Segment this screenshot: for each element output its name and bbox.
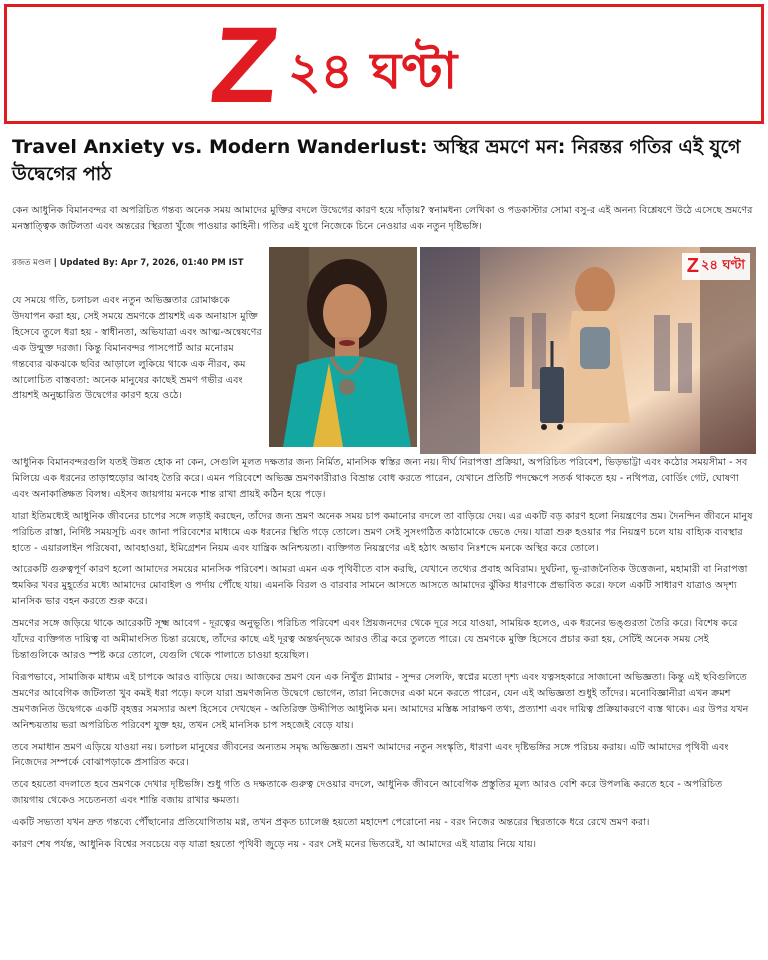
travel-photo (420, 247, 756, 454)
byline (12, 256, 262, 270)
photo-logo-letter: Z (686, 255, 699, 277)
article-summary: কেন আধুনিক বিমানবন্দর বা অপরিচিত গন্তব্য অনেক সময় আমাদের মুক্তির বদলে উদ্বেগের কারণ হয়ে দাঁড়ায়? স্বনামধন্য লেখিকা ও পডকাস্টার সোমা বসু-র এই অনন্য বিশ্লেষণে উঠে এসেছে ভ্রমণের মনস্তাত্ত্বিক জটিলতা এবং অন্তরের স্থিরতা খুঁজে পাওয়ার কাহিনী। গতির এই যুগে নিজেকে চিনে নেওয়ার এক নতুন দৃষ্টিভঙ্গি। (12, 205, 753, 232)
body-paragraph: কারণ শেষ পর্যন্ত, আধুনিক বিশ্বের সবচেয়ে বড় যাত্রা হয়তো পৃথিবী জুড়ে নয় - বরং সেই মনের ভিতরেই, যা আমাদের এই যাত্রায় নিয়ে যায়। (12, 839, 537, 851)
body-paragraph: বিরূপভাবে, সামাজিক মাধ্যম এই চাপকে আরও বাড়িয়ে দেয়। আজকের ভ্রমণ যেন এক নিখুঁত গ্ল্যামার - সুন্দর সেলফি, স্বপ্নের মতো দৃশ্য এবং যত্নসহকারে সাজানো অভিজ্ঞতা। কিন্তু এই ছবিগুলিতে ভ্রমণের আবেগিক জটিলতা খুব কমই ধরা পড়ে। ফলে যারা ভ্রমণজনিত উদ্বেগে ভোগেন, তারা নিজেদের একা মনে করতে পারেন, যেন এই অভিজ্ঞতা শুধুই তাঁদের। মনোবিজ্ঞানীরা এখন ক্রমশ ভ্রমণজনিত উদ্বেগকে একটি বৃহত্তর সমস্যার অংশ হিসেবে দেখছেন - অতিরিক্ত উদ্দীপিত আধুনিক মন। আমাদের মস্তিষ্ক সারাক্ষণ তথ্য, প্রত্যাশা এবং দায়িত্ব প্রক্রিয়াকরণে ব্যস্ত থাকে। এর উপর যখন অনিশ্চয়তায় ভরা অপরিচিত পরিবেশ যুক্ত হয়, তখন সেই মানসিক চাপ সহজেই বেড়ে যায়। (12, 671, 749, 731)
body-paragraph: তবে সমাধান ভ্রমণ এড়িয়ে যাওয়া নয়। চলাচল মানুষের জীবনের অন্যতম সমৃদ্ধ অভিজ্ঞতা। ভ্রমণ আমাদের নতুন সংস্কৃতি, ধারণা এবং দৃষ্টিভঙ্গির সঙ্গে পরিচয় করায়। এটি আমাদের পৃথিবী এবং নিজেদের সম্পর্কে বোঝাপড়াকে প্রসারিত করে। (12, 741, 729, 769)
author-photo-illustration (269, 247, 417, 447)
intro-paragraph: যে সময়ে গতি, চলাচল এবং নতুন অভিজ্ঞতার রোমাঞ্চকে উদযাপন করা হয়, সেই সময়ে ভ্রমণকে প্রায়শই এক অনায়াস মুক্তি হিসেবে তুলে ধরা হয় - স্বাধীনতা, অভিযাত্রা এবং আত্ম-অন্বেষণের এক উন্মুক্ত দরজা। কিন্তু বিমানবন্দর পাসপোর্ট আর মনোরম গন্তব্যের ঝকঝকে ছবির আড়ালে লুকিয়ে থাকে এক নীরব, কম আলোচিত বাস্তবতা: অনেক মানুষের কাছেই ভ্রমণ গভীর এবং প্রায়শই অনুচ্চারিত উদ্বেগের কারণ হয়ে ওঠে। (12, 295, 262, 402)
author-name[interactable]: রজত মণ্ডল (12, 257, 52, 267)
logo-letter: Z (205, 4, 281, 125)
body-paragraph: যারা ইতিমধ্যেই আধুনিক জীবনের চাপের সঙ্গে লড়াই করছেন, তাঁদের জন্য ভ্রমণ অনেক সময় চাপ কমানোর বদলে তা বাড়িয়ে দেয়। এর একটি বড় কারণ হলো নিয়ন্ত্রণের ভ্রম। দৈনন্দিন জীবনে মানুষ পরিচিত রাস্তা, নির্দিষ্ট সময়সূচি এবং জানা পরিবেশের মাধ্যমে এক ধরনের স্থিতি গড়ে তোলে। ভ্রমণ সেই সুসংগঠিত কাঠামোকে ভেঙে দেয়। যাত্রা শুরু হওয়ার পর নিয়ন্ত্রণ চলে যায় বাহ্যিক ব্যবস্থার হাতে - এয়ারলাইন পরিষেবা, আবহাওয়া, ইমিগ্রেশন নিয়ম এবং যান্ত্রিক অনিশ্চয়তা। ব্যক্তিগত নিয়ন্ত্রণের এই হঠাৎ অভাব নিঃশব্দে মনকে অস্থির করে তোলে। (12, 510, 753, 554)
masthead (4, 4, 764, 124)
article-headline: Travel Anxiety vs. Modern Wanderlust: অস্থির ভ্রমণে মন: নিরন্তর গতির এই যুগে উদ্বেগের পাঠ (12, 136, 741, 185)
photo-watermark-logo (682, 253, 750, 280)
updated-timestamp: | Updated By: Apr 7, 2026, 01:40 PM IST (53, 257, 244, 267)
article-body (12, 455, 756, 859)
body-paragraph: একটি সভ্যতা যখন দ্রুত গন্তব্যে পৌঁছানোর প্রতিযোগিতায় মগ্ন, তখন প্রকৃত চ্যালেঞ্জ হয়তো মহাদেশ পেরোনো নয় - বরং নিজের অন্তরের স্থিরতাকে ধরে রেখে ভ্রমণ করা। (12, 817, 650, 829)
body-paragraph: আরেকটি গুরুত্বপূর্ণ কারণ হলো আমাদের সময়ের মানসিক পরিবেশ। আমরা এমন এক পৃথিবীতে বাস করছি, যেখানে তথ্যের প্রবাহ অবিরাম। দুর্ঘটনা, ভূ-রাজনৈতিক উত্তেজনা, মহামারী বা নিরাপত্তা হুমকির খবর মুহূর্তের মধ্যে আমাদের মোবাইল ও পর্দায় পৌঁছে যায়। এমনকি বিরল ও বারবার সামনে আসতে আসতে আমাদের ঝুঁকির ধারণাকে প্রভাবিত করে। ফলে একটি সাধারণ যাত্রাও অদৃশ্য মানসিক ভার বহন করতে শুরু করে। (12, 564, 748, 608)
body-paragraph: আধুনিক বিমানবন্দরগুলি যতই উন্নত হোক না কেন, সেগুলি মূলত দক্ষতার জন্য নির্মিত, মানসিক স্বস্তির জন্য নয়। দীর্ঘ নিরাপত্তা প্রক্রিয়া, অপরিচিত পরিবেশ, ভিড়ভাট্টা এবং কঠোর সময়সীমা - সব মিলিয়ে এক ধরনের তাড়াহুড়োর আবহ তৈরি করে। এমন পরিবেশে অভিজ্ঞ ভ্রমণকারীরাও বিভ্রান্ত বোধ করতে পারেন, যেখানে প্রতিটি পদক্ষেপে সতর্ক থাকতে হয় - নথিপত্র, বোর্ডিং গেট, ঘোষণা এবং অনাকাঙ্ক্ষিত বিলম্ব। এইসব জায়গায় মনকে শান্ত রাখা প্রায়ই কঠিন হয়ে পড়ে। (12, 457, 748, 500)
author-photo (269, 247, 417, 447)
logo-text: ২৪ ঘণ্টা (287, 42, 458, 100)
site-logo[interactable] (205, 4, 458, 125)
body-paragraph: ভ্রমণের সঙ্গে জড়িয়ে থাকে আরেকটি সূক্ষ্ম আবেগ - দূরত্বের অনুভূতি। পরিচিত পরিবেশ এবং প্রিয়জনদের থেকে দূরে সরে যাওয়া, সাময়িক হলেও, এক ধরনের ভঙ্গুরতা তৈরি করে। বিশেষ করে যাঁদের ব্যক্তিগত দায়িত্ব বা অমীমাংসিত চিন্তা রয়েছে, তাঁদের কাছে এই দূরত্ব অন্তর্দ্বন্দ্বকে আরও তীব্র করে তুলতে পারে। যে ভ্রমণকে মুক্তি হিসেবে প্রচার করা হয়, সেটিই অনেক সময় সেই চিন্তাগুলিকে আরও স্পষ্ট করে তোলে, যেগুলি থেকে পালাতে চাওয়া হয়েছিল। (12, 618, 738, 661)
body-paragraph: তবে হয়তো বদলাতে হবে ভ্রমণকে দেখার দৃষ্টিভঙ্গি। শুধু গতি ও দক্ষতাকে গুরুত্ব দেওয়ার বদলে, আধুনিক জীবনে আবেগিক প্রস্তুতির মূল্য আরও বেশি করে উপলব্ধি করতে হবে - অপরিচিত জায়গায় থেকেও সচেতনতা এবং শান্তি বজায় রাখার ক্ষমতা। (12, 779, 723, 807)
photo-logo-text: ২৪ ঘণ্টা (701, 258, 745, 273)
